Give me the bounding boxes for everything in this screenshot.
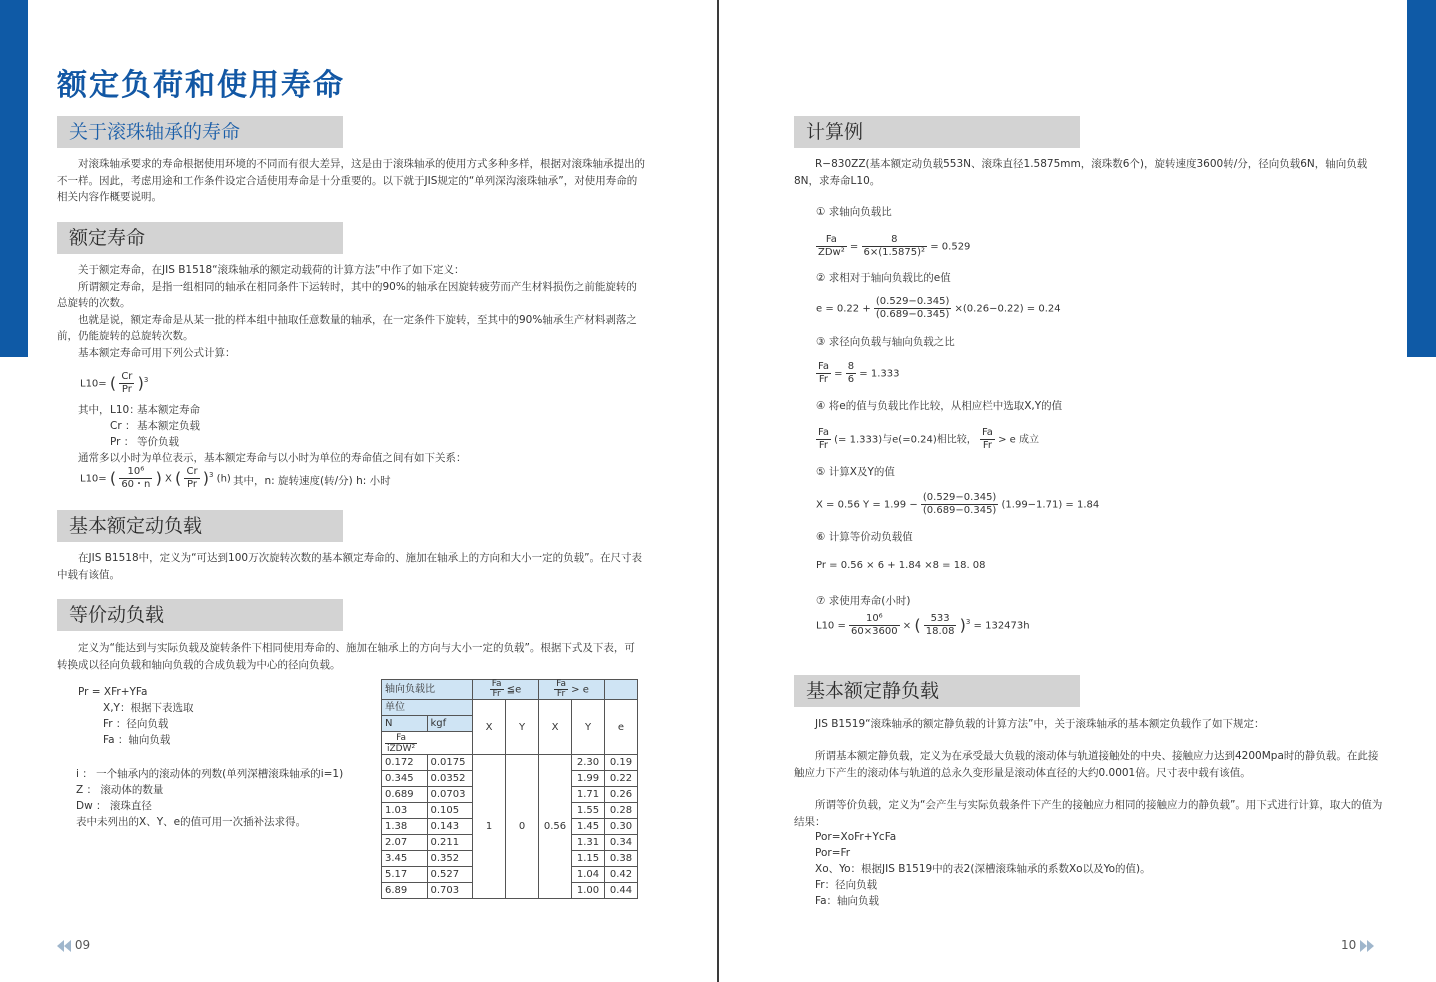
table-row: 1.03 0.105 1.55 0.28: [382, 803, 638, 819]
dynamic-load-text: 在JIS B1518中，定义为“可达到100万次旋转次数的基本额定寿命的、施加在轴承上的方向和大小一定的负载”。在尺寸表中载有该值。: [57, 552, 643, 581]
triangle-right-icon: [1367, 940, 1374, 952]
note-line: Dw ： 滚珠直径: [76, 800, 152, 812]
table-row: 6.89 0.703 1.00 0.44: [382, 883, 638, 899]
section-heading-dynamic-load: 基本额定动负载: [57, 510, 343, 542]
rated-life-line: 所谓额定寿命，是指一组相同的轴承在相同条件下运转时，其中的90%的轴承在因旋转疲劳而产生材料损伤之前能旋转的总旋转的次数。: [57, 280, 637, 309]
rated-life-line: 关于额定寿命，在JIS B1518“滚珠轴承的额定动载荷的计算方法”中作了如下定义：: [78, 264, 465, 276]
formula-lhs: L10=: [80, 378, 107, 390]
table-header-unit: 单位: [382, 700, 473, 716]
section-heading-rated-life: 额定寿命: [57, 222, 343, 254]
where-desc: 基本额定负载: [137, 420, 200, 432]
table-header-x: X: [473, 700, 506, 755]
triangle-left-icon: [57, 940, 64, 952]
calc-intro-text: R−830ZZ(基本额定动负载553N、滚珠直径1.5875mm，滚珠数6个)，旋转速度3600转/分，径向负载6N，轴向负载8N，求寿命L10。: [794, 158, 1368, 187]
table-row: 0.689 0.0703 1.71 0.26: [382, 787, 638, 803]
formula-life-hours: L10= ( $\frac{\text{10⁶}}{60・n}$ ) X ( $\frac{Cr}{Pr}$ )$^3$ (h): [80, 466, 231, 490]
step-label: ⑦ 求使用寿命(小时): [816, 595, 911, 607]
table-row: 2.07 0.211 1.31 0.34: [382, 835, 638, 851]
pr-item: Fr ：径向负载: [103, 718, 169, 730]
table-header-y: Y: [506, 700, 539, 755]
equation-7: L10 = $\frac{\text{10⁶}}{60\times 3600}$ × ( $\frac{533}{18.08}$ )$^3$ = 132473h: [816, 613, 1030, 637]
step-label: ⑥ 计算等价动负载值: [816, 531, 913, 543]
table-header-x: X: [539, 700, 572, 755]
static-note: Fr：径向负载: [815, 879, 878, 891]
triangle-left-icon: [64, 940, 71, 952]
table-row: 3.45 0.352 1.15 0.38: [382, 851, 638, 867]
table-cell-y1: 0: [506, 755, 539, 899]
section-heading-equivalent-load: 等价动负载: [57, 599, 343, 631]
note-line: i ： 一个轴承内的滚动体的列数(单列深槽滚珠轴承的i=1): [76, 768, 344, 780]
pr-item: X,Y：根据下表选取: [103, 702, 194, 714]
table-header-ratio2: $\frac{Fa}{\text{iZDW²}}$: [382, 732, 473, 755]
table-cell-x1: 1: [473, 755, 506, 899]
equation-6: Pr = 0.56 × 6 + 1.84 ×8 = 18. 08: [816, 560, 986, 571]
step-label: ⑤ 计算X及Y的值: [816, 466, 895, 478]
equation-2: e = 0.22 + $\frac{(0.529-0.345)}{(0.689-0.345)}$ ×(0.26−0.22) = 0.24: [816, 296, 1061, 320]
page-number-left: 09: [57, 938, 90, 952]
static-load-line: JIS B1519“滚珠轴承的额定静负载的计算方法”中，关于滚珠轴承的基本额定负载作了如下规定：: [815, 718, 1265, 730]
equivalent-static-definition: 所谓等价负载，定义为“会产生与实际负载条件下产生的接触应力相同的接触应力的静负载”。用下式进行计算，取大的值为结果：: [794, 799, 1383, 828]
equation-4: $\frac{Fa}{Fr}$ (= 1.333)与e(=0.24)相比较， $\frac{Fa}{Fr}$ > e 成立: [818, 427, 1039, 451]
equivalent-load-text: 定义为“能达到与实际负载及旋转条件下相同使用寿命的、施加在轴承上的方向与大小一定的负载”。根据下式及下表，可转换成以径向负载和轴向负载的合成负载为中心的径向负载。: [57, 642, 635, 671]
formula-note: 其中，n: 旋转速度(转/分) h: 小时: [233, 475, 391, 487]
equation-5: X = 0.56 Y = 1.99 − $\frac{(0.529-0.345)}{(0.689-0.345)}$ (1.99−1.71) = 1.84: [816, 492, 1100, 516]
step-label: ③ 求径向负载与轴向负载之比: [816, 336, 955, 348]
fraction: $\frac{\text{10⁶}}{60・n}$: [121, 466, 151, 490]
pr-item: Fa ：轴向负载: [103, 734, 171, 746]
table-header-y: Y: [572, 700, 605, 755]
table-header-gt: $\frac{Fa}{Fr}$ > e: [539, 680, 605, 700]
where-sym: Pr ：: [110, 436, 135, 448]
step-label: ② 求相对于轴向负载比的e值: [816, 272, 951, 284]
hours-relation-text: 通常多以小时为单位表示，基本额定寿命与以小时为单位的寿命值之间有如下关系：: [78, 452, 467, 464]
right-blue-bar: [1407, 0, 1436, 357]
fraction: $\frac{Cr}{Pr}$: [121, 371, 133, 395]
pr-formula: Pr = XFr+YFa: [78, 686, 148, 698]
table-header-e: e: [605, 700, 638, 755]
left-blue-bar: [0, 0, 28, 357]
xy-factor-table: [381, 679, 638, 899]
where-sym: Cr ：: [110, 420, 136, 432]
table-header-le: $\frac{Fa}{Fr}$ ≦e: [473, 680, 539, 700]
where-desc: 基本额定寿命: [137, 404, 200, 416]
fraction: $\frac{Cr}{Pr}$: [186, 466, 198, 490]
formula-life: L10= ( $\frac{Cr}{Pr}$ )$^3$: [80, 371, 149, 395]
static-formula: Por=Fr: [815, 847, 851, 859]
where-lead: 其中，: [78, 404, 110, 416]
where-sym: L10：: [110, 404, 140, 416]
table-header-ratio: 轴向负载比: [382, 680, 473, 700]
table-row: 1.38 0.143 1.45 0.30: [382, 819, 638, 835]
table-header-kgf: kgf: [427, 716, 473, 732]
section-heading-bearing-life: 关于滚珠轴承的寿命: [57, 116, 343, 148]
static-load-definition: 所谓基本额定静负载，定义为在承受最大负载的滚动体与轨道接触处的中央、接触应力达到4200Mpa时的静负载。在此接触应力下产生的滚动体与轨道的总永久变形量是滚动体直径的大约0.0001倍。尺寸表中载有该值。: [794, 750, 1379, 779]
section-heading-calc-example: 计算例: [794, 116, 1080, 148]
triangle-right-icon: [1360, 940, 1367, 952]
step-label: ④ 将e的值与负载比作比较，从相应栏中选取X,Y的值: [816, 400, 1063, 412]
equation-1: $\frac{Fa}{\text{ZDw²}}$ = $\frac{8}{\text{6×(1.5875)²}}$ = 0.529: [818, 234, 971, 258]
table-row: 0.345 0.0352 1.99 0.22: [382, 771, 638, 787]
right-page: [719, 0, 1436, 982]
table-row: 5.17 0.527 1.04 0.42: [382, 867, 638, 883]
rated-life-text: [57, 262, 645, 361]
table-header-n: N: [382, 716, 428, 732]
static-note: Xo、Yo：根据JIS B1519中的表2(深槽滚珠轴承的系数Xo以及Yo的值)。: [815, 863, 1151, 875]
static-formula: Por=XoFr+YcFa: [815, 831, 897, 843]
step-label: ① 求轴向负载比: [816, 206, 892, 218]
section-heading-static-load: 基本额定静负载: [794, 675, 1080, 707]
where-desc: 等价负载: [137, 436, 179, 448]
rated-life-line: 也就是说，额定寿命是从某一批的样本组中抽取任意数量的轴承，在一定条件下旋转，至其中的90%轴承生产材料剥落之前，仍能旋转的总旋转次数。: [57, 313, 637, 342]
note-line: Z ： 滚动体的数量: [76, 784, 164, 796]
rated-life-line: 基本额定寿命可用下列公式计算：: [78, 346, 236, 359]
page-title: 额定负荷和使用寿命: [57, 68, 345, 103]
table-row: 0.172 0.0175 1 0 0.56 2.30 0.19: [382, 755, 638, 771]
note-line: 表中未列出的X、Y、e的值可用一次插补法求得。: [76, 816, 307, 828]
equation-3: $\frac{Fa}{Fr}$ = $\frac{8}{6}$ = 1.333: [818, 361, 900, 385]
page-number-right: 10: [1341, 938, 1374, 952]
table-cell-x2: 0.56: [539, 755, 572, 899]
section-text-bearing-life: 对滚珠轴承要求的寿命根据使用环境的不同而有很大差异，这是由于滚珠轴承的使用方式多种多样，根据对滚珠轴承提出的不一样。因此，考虑用途和工作条件设定合适使用寿命是十分重要的。以下就于JIS规定的“单列深沟滚珠轴承”，对使用寿命的相关内容作概要说明。: [57, 158, 645, 203]
static-note: Fa：轴向负载: [815, 895, 880, 907]
